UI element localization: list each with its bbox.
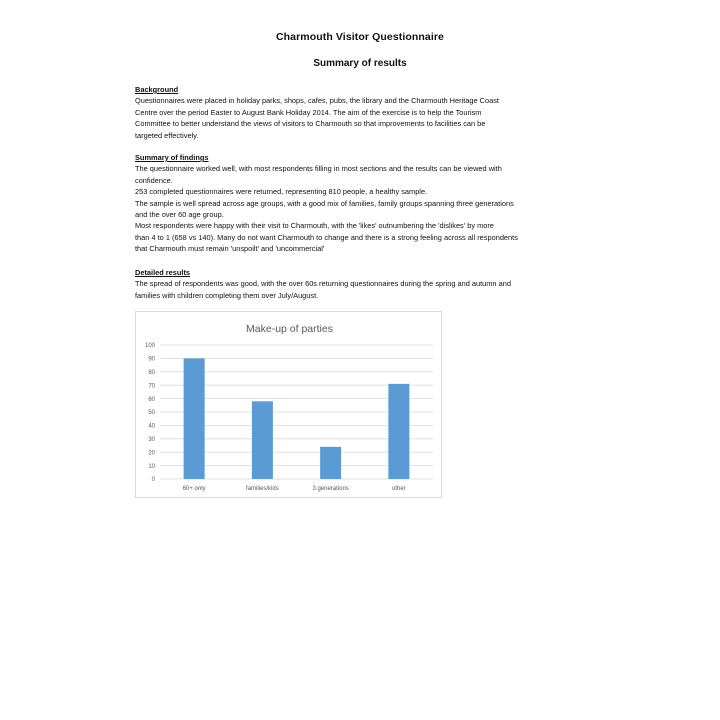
chart-svg [136,312,443,499]
detailed-heading: Detailed results [135,268,191,277]
document-title: Charmouth Visitor Questionnaire [275,31,444,43]
detailed-line: families with children completing them over July/August. [135,290,319,300]
findings-line: The questionnaire worked well, with most respondents filling in most sections and the results can be viewed with [135,164,502,174]
x-tick-label: 60+ only [182,486,206,492]
y-tick-label: 100 [144,343,155,350]
findings-line: 253 completed questionnaires were returned, representing 810 people, a healthy sample. [135,187,428,197]
x-tick-label: families/kids [246,486,279,492]
detailed-section [135,267,585,301]
y-tick-label: 90 [148,356,155,363]
background-line: Questionnaires were placed in holiday parks, shops, cafes, pubs, the library and the Charmouth Heritage Coast [135,96,499,106]
bar [320,447,341,479]
background-line: Centre over the period Easter to August Bank Holiday 2014. The aim of the exercise is to help the Tourism [135,107,482,117]
bar [184,358,205,479]
y-tick-label: 20 [148,450,155,457]
background-section [135,84,585,141]
x-tick-label: other [392,486,406,492]
findings-section [135,152,585,255]
bar-chart [135,311,442,498]
findings-line: that Charmouth must remain 'unspoilt' and 'uncommercial' [135,244,325,254]
x-tick-label: 3 generations [312,486,349,492]
bar [388,384,409,479]
detailed-line: The spread of respondents was good, with the over 60s returning questionnaires during the spring and autumn and [135,279,511,289]
y-tick-label: 10 [148,463,155,470]
y-tick-label: 60 [148,396,155,403]
background-line: targeted effectively. [135,130,199,140]
y-tick-label: 0 [151,477,155,484]
findings-line: The sample is well spread across age groups, with a good mix of families, family groups spanning three generations [135,198,514,208]
bar [252,401,273,479]
y-tick-label: 50 [148,410,155,417]
findings-line: confidence. [135,175,173,185]
chart-title: Make-up of parties [246,323,333,335]
findings-heading: Summary of findings [135,153,209,162]
y-tick-label: 30 [148,437,155,443]
document-subtitle: Summary of results [313,58,407,69]
background-line: Committee to better understand the views of visitors to Charmouth so that improvements to facilities can be [135,119,486,129]
y-tick-label: 70 [148,383,155,390]
findings-line: Most respondents were happy with their visit to Charmouth, with the 'likes' outnumbering the 'dislikes' by more [135,221,494,231]
findings-line: and the over 60 age group. [135,210,224,220]
background-heading: Background [135,85,179,94]
y-tick-label: 80 [148,370,155,376]
y-tick-label: 40 [148,423,155,430]
findings-line: than 4 to 1 (658 vs 140). Many do not want Charmouth to change and there is a strong feeling across all respondents [135,232,518,242]
